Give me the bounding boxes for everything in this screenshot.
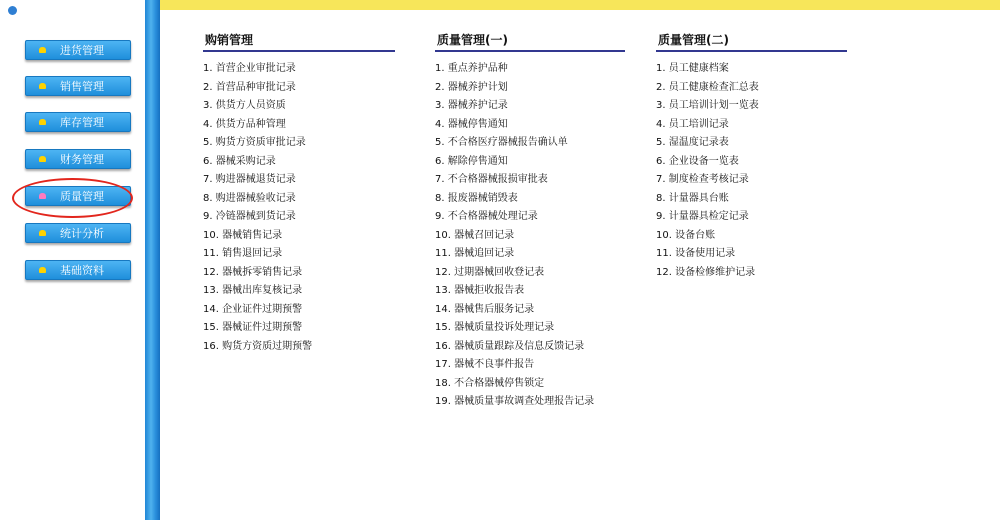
column-quality-2 — [656, 32, 847, 282]
list-item-link[interactable]: 10. 器械销售记录 — [203, 229, 283, 241]
dot-icon — [8, 6, 17, 15]
folder-icon — [39, 156, 46, 162]
list-item-link[interactable]: 16. 器械质量跟踪及信息反馈记录 — [435, 340, 585, 352]
folder-icon — [39, 119, 46, 125]
list-item-link[interactable]: 6. 解除停售通知 — [435, 155, 508, 167]
list-item-link[interactable]: 5. 湿温度记录表 — [656, 137, 729, 148]
list-item-link[interactable]: 4. 供货方品种管理 — [203, 118, 286, 130]
list-item-link[interactable]: 3. 员工培训计划一览表 — [656, 100, 759, 111]
list-item-link[interactable]: 15. 器械证件过期预警 — [203, 322, 303, 333]
list-item-link[interactable]: 2. 员工健康检查汇总表 — [656, 81, 759, 93]
list-item-link[interactable]: 13. 器械出库复核记录 — [203, 285, 303, 296]
sidebar-item-label: 库存管理 — [60, 116, 104, 129]
folder-icon — [39, 47, 46, 53]
folder-icon — [39, 83, 46, 89]
list-item-link[interactable]: 6. 器械采购记录 — [203, 155, 276, 167]
link-list — [435, 60, 625, 412]
sidebar-item-label: 统计分析 — [60, 227, 104, 240]
list-item-link[interactable]: 16. 购货方资质过期预警 — [203, 340, 313, 352]
list-item-link[interactable]: 19. 器械质量事故调查处理报告记录 — [435, 396, 595, 407]
list-item-link[interactable]: 11. 器械追回记录 — [435, 248, 515, 259]
folder-icon — [39, 267, 46, 273]
list-item-link[interactable]: 12. 过期器械回收登记表 — [435, 266, 545, 278]
sidebar-item-purchase[interactable] — [25, 40, 131, 60]
sidebar-divider[interactable] — [145, 0, 160, 520]
list-item-link[interactable]: 5. 购货方资质审批记录 — [203, 137, 306, 148]
list-item-link[interactable]: 8. 购进器械验收记录 — [203, 192, 296, 204]
list-item-link[interactable]: 7. 购进器械退货记录 — [203, 174, 296, 185]
list-item-link[interactable]: 9. 计量器具检定记录 — [656, 211, 749, 222]
top-bar — [160, 0, 1000, 10]
sidebar-item-label: 财务管理 — [60, 153, 104, 166]
sidebar-item-inventory[interactable] — [25, 112, 131, 132]
list-item-link[interactable]: 8. 报废器械销毁表 — [435, 192, 518, 204]
sidebar-item-finance[interactable] — [25, 149, 131, 169]
list-item-link[interactable]: 10. 器械召回记录 — [435, 229, 515, 241]
list-item-link[interactable]: 6. 企业设备一览表 — [656, 155, 739, 167]
column-quality-1 — [435, 32, 625, 412]
list-item-link[interactable]: 1. 员工健康档案 — [656, 63, 729, 74]
list-item-link[interactable]: 2. 首营品种审批记录 — [203, 81, 296, 93]
list-item-link[interactable]: 3. 供货方人员资质 — [203, 100, 286, 111]
folder-icon — [39, 230, 46, 236]
list-item-link[interactable]: 15. 器械质量投诉处理记录 — [435, 322, 555, 333]
sidebar-item-label: 基础资料 — [60, 264, 104, 277]
list-item-link[interactable]: 1. 首营企业审批记录 — [203, 63, 296, 74]
list-item-link[interactable]: 11. 设备使用记录 — [656, 248, 736, 259]
link-list — [203, 60, 395, 356]
sidebar-item-label: 进货管理 — [60, 44, 104, 57]
list-item-link[interactable]: 8. 计量器具台账 — [656, 192, 729, 204]
sidebar-item-label: 销售管理 — [60, 80, 104, 93]
list-item-link[interactable]: 5. 不合格医疗器械报告确认单 — [435, 137, 568, 148]
column-purchase-sales — [203, 32, 395, 356]
column-title: 质量管理(二) — [656, 32, 847, 52]
list-item-link[interactable]: 3. 器械养护记录 — [435, 100, 508, 111]
sidebar-item-statistics[interactable] — [25, 223, 131, 243]
list-item-link[interactable]: 10. 设备台账 — [656, 229, 716, 241]
list-item-link[interactable]: 13. 器械拒收报告表 — [435, 285, 525, 296]
list-item-link[interactable]: 7. 不合格器械报损审批表 — [435, 174, 548, 185]
column-title: 质量管理(一) — [435, 32, 625, 52]
list-item-link[interactable]: 4. 员工培训记录 — [656, 118, 729, 130]
list-item-link[interactable]: 2. 器械养护计划 — [435, 81, 508, 93]
list-item-link[interactable]: 17. 器械不良事件报告 — [435, 359, 535, 370]
column-title: 购销管理 — [203, 32, 395, 52]
list-item-link[interactable]: 11. 销售退回记录 — [203, 248, 283, 259]
list-item-link[interactable]: 12. 设备检修维护记录 — [656, 266, 756, 278]
sidebar-item-sales[interactable] — [25, 76, 131, 96]
list-item-link[interactable]: 9. 冷链器械到货记录 — [203, 211, 296, 222]
link-list — [656, 60, 847, 282]
sidebar-item-label: 质量管理 — [60, 190, 104, 203]
list-item-link[interactable]: 1. 重点养护品种 — [435, 63, 508, 74]
list-item-link[interactable]: 12. 器械拆零销售记录 — [203, 266, 303, 278]
list-item-link[interactable]: 9. 不合格器械处理记录 — [435, 211, 538, 222]
list-item-link[interactable]: 4. 器械停售通知 — [435, 118, 508, 130]
list-item-link[interactable]: 7. 制度检查考核记录 — [656, 174, 749, 185]
list-item-link[interactable]: 14. 器械售后服务记录 — [435, 303, 535, 315]
sidebar-item-basic-data[interactable] — [25, 260, 131, 280]
list-item-link[interactable]: 18. 不合格器械停售锁定 — [435, 377, 545, 389]
sidebar — [0, 0, 145, 520]
list-item-link[interactable]: 14. 企业证件过期预警 — [203, 303, 303, 315]
highlight-circle — [12, 178, 133, 218]
